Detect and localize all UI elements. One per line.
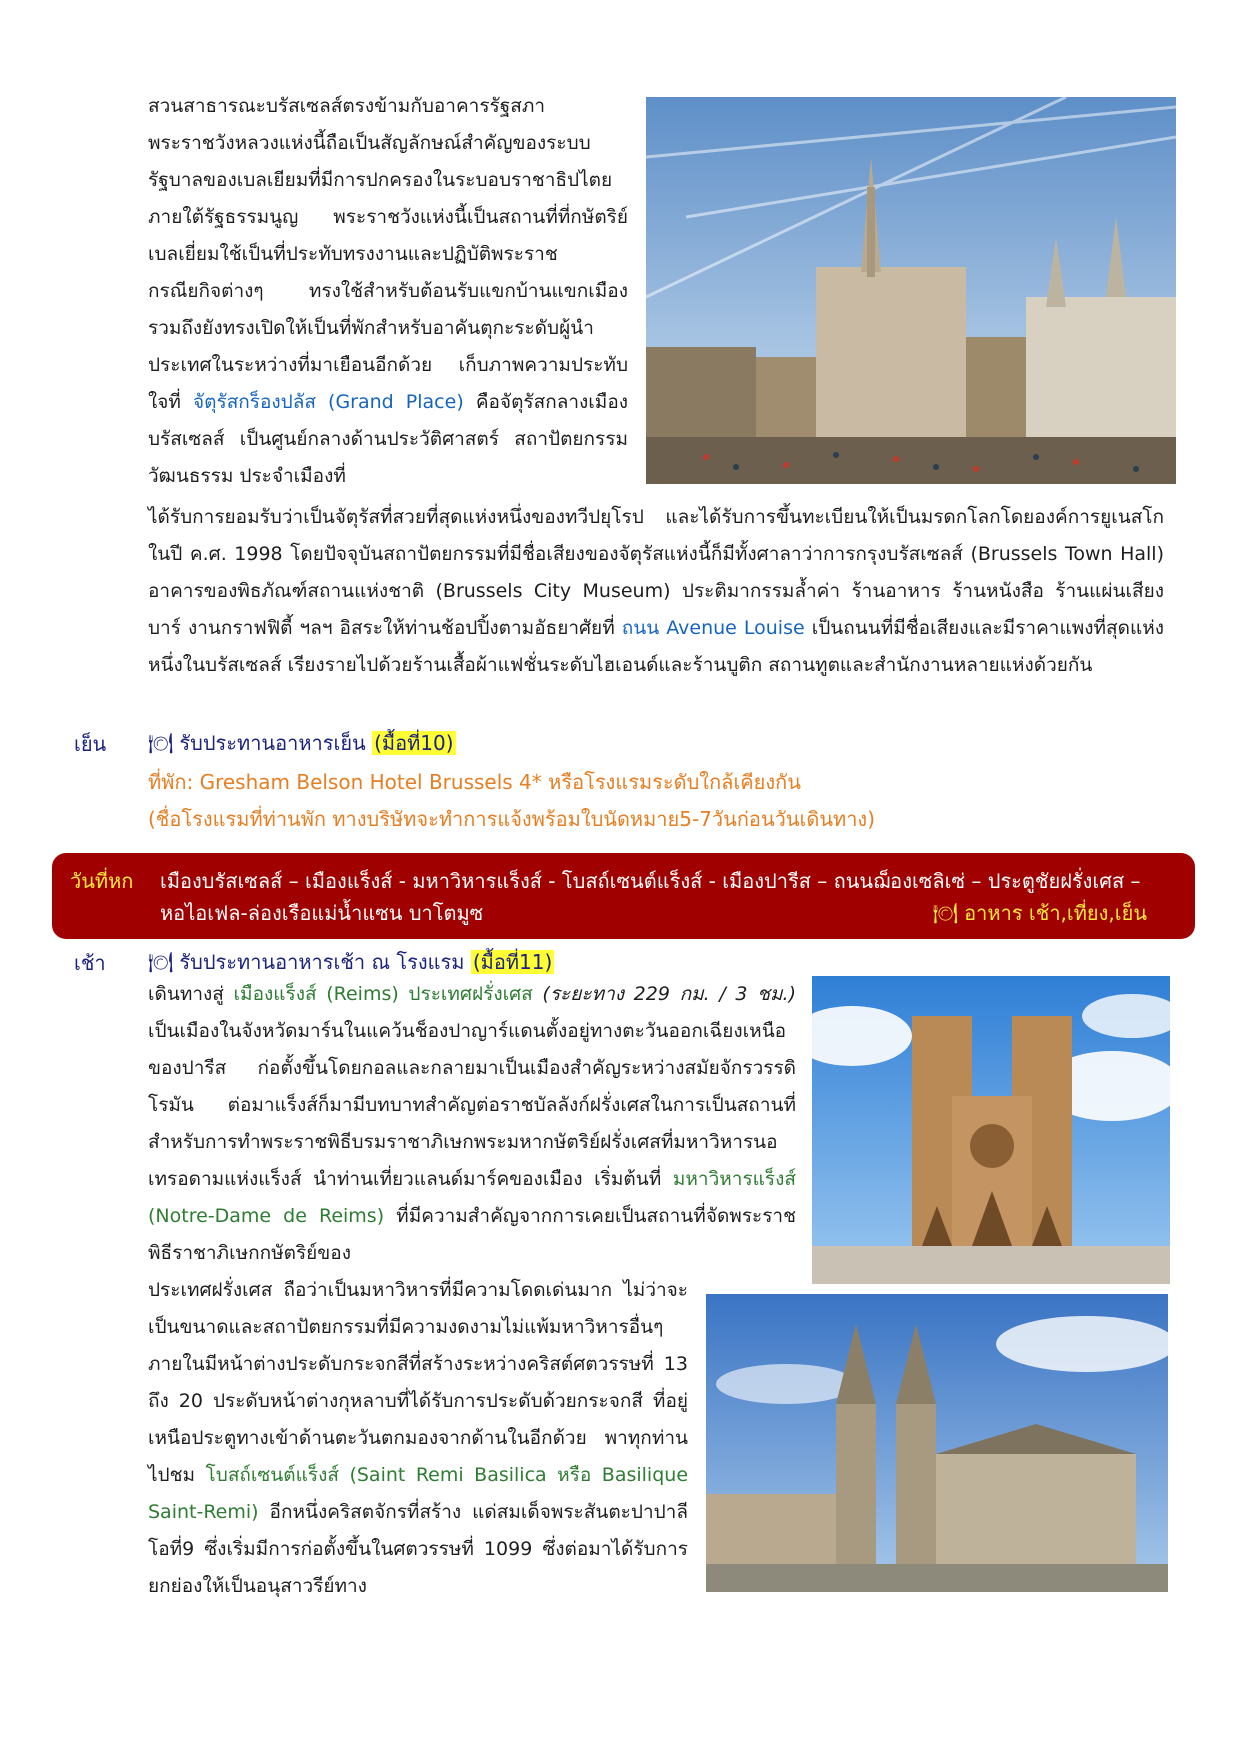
reims-paragraph (148, 976, 796, 1272)
reims-cathedral-link: มหาวิหารแร็งส์ (Notre-Dame de Reims) (148, 1168, 796, 1227)
grand-place-paragraph (148, 88, 628, 495)
hotel-note: (ชื่อโรงแรมที่ท่านพัก ทางบริษัทจะทำการแจ้งพร้อมใบนัดหมาย5-7วันก่อนวันเดินทาง) (148, 807, 875, 831)
reims-body-1: เป็นเมืองในจังหวัดมาร์นในแคว้นช็องปาญาร์แดนตั้งอยู่ทางตะวันออกเฉียงเหนือของปารีส ก่อตั้งขึ้นโดยกอลและกลายมาเป็นเมืองสำคัญระหว่างสมัยจักรวรรดิโรมัน ต่อมาแร็งส์ก็มามีบทบาทสำคัญต่อราชบัลลังก์ฝรั่งเศสในการเป็นสถานที่สำหรับการทำพระราชพิธีบรมราชาภิเษกพระมหากษัตริย์ฝรั่งเศสที่มหาวิหารนอเทรอดามแห่งแร็งส์ นำท่านเที่ยวแลนด์มาร์คของเมือง เริ่มต้นที่ (148, 1020, 796, 1190)
plate-cutlery-icon: 🍽 (148, 731, 174, 755)
full-width-text-2: เป็นถนนที่มีชื่อเสียงและมีราคาแพงที่สุดแห่งหนึ่งในบรัสเซลส์ เรียงรายไปด้วยร้านเสื้อผ้าแฟชั่นระดับไฮเอนด์และร้านบูติก สถานทูตและสำนักงานหลายแห่งด้วยกัน (148, 617, 1165, 676)
reims-lead: เดินทางสู่ (148, 983, 234, 1005)
intro-text: สวนสาธารณะบรัสเซลส์ตรงข้ามกับอาคารรัฐสภา พระราชวังหลวงแห่งนี้ถือเป็นสัญลักษณ์สำคัญของระบบรัฐบาลของเบลเยียมที่มีการปกครองในระบอบราชาธิปไตยภายใต้รัฐธรรมนูญ พระราชวังแห่งนี้เป็นสถานที่ที่กษัตริย์เบลเยี่ยมใช้เป็นที่ประทับทรงงานและปฏิบัติพระราชกรณียกิจต่างๆ ทรงใช้สำหรับต้อนรับแขกบ้านแขกเมือง รวมถึงยังทรงเปิดให้เป็นที่พักสำหรับอาคันตุกะระดับผู้นำประเทศในระหว่างที่มาเยือนอีกด้วย เก็บภาพความประทับใจที่ (148, 95, 628, 413)
reims-body-4: อีกหนึ่งคริสตจักรที่สร้าง แด่สมเด็จพระสันตะปาปาลีโอที่9 ซึ่งเริ่มมีการก่อตั้งขึ้นในศตวรรษที่ 1099 ซึ่งต่อมาได้รับการยกย่องให้เป็นอนุสาวรีย์ทาง (148, 1501, 688, 1597)
day-meals (933, 897, 1147, 929)
grand-place-continuation (148, 499, 1164, 684)
saint-remi-basilica-photo (706, 1294, 1168, 1592)
breakfast-time-label: เช้า (74, 951, 106, 975)
plate-cutlery-icon: 🍽 (932, 901, 959, 925)
day-route: เมืองบรัสเซลส์ – เมืองแร็งส์ - มหาวิหารแร็งส์ - โบสถ์เซนต์แร็งส์ - เมืองปารีส – ถนนฌ็องเซลิเซ่ – ประตูชัยฝรั่งเศส – หอไอเฟล-ล่องเรือแม่น้ำแซน บาโตมูซ (160, 869, 1141, 925)
avenue-louise-link: ถนน Avenue Louise (621, 617, 805, 639)
grand-place-description: คือจัตุรัสกลางเมืองบรัสเซลส์ เป็นศูนย์กลางด้านประวัติศาสตร์ สถาปัตยกรรม วัฒนธรรม ประจำเมืองที่ (148, 391, 629, 487)
breakfast-meal-text: รับประทานอาหารเช้า ณ โรงแรม (179, 950, 471, 974)
reims-body-2: ที่มีความสำคัญจากการเคยเป็นสถานที่จัดพระราชพิธีราชาภิเษกกษัตริย์ของ (148, 1205, 796, 1264)
dinner-meal-badge: (มื้อที่10) (374, 731, 454, 755)
day-meals-text: อาหาร เช้า,เที่ยง,เย็น (964, 901, 1147, 925)
basilica-paragraph (148, 1272, 688, 1605)
breakfast-meal-badge: (มื้อที่11) (472, 950, 553, 974)
plate-cutlery-icon: 🍽 (148, 950, 174, 974)
grand-place-link: จัตุรัสกร็องปลัส (Grand Place) (193, 391, 464, 413)
hotel-line: ที่พัก: Gresham Belson Hotel Brussels 4* หรือโรงแรมระดับใกล้เคียงกัน (148, 770, 801, 794)
reims-link: เมืองแร็งส์ (Reims) ประเทศฝรั่งเศส (233, 983, 533, 1005)
day-label: วันที่หก (70, 869, 134, 893)
basilica-link: โบสถ์เซนต์แร็งส์ (Saint Remi Basilica หรือ Basilique Saint-Remi) (148, 1464, 689, 1523)
reims-distance: (ระยะทาง 229 กม. / 3 ชม.) (532, 983, 796, 1005)
dinner-time-label: เย็น (74, 732, 107, 756)
dinner-meal-text: รับประทานอาหารเย็น (179, 731, 373, 755)
dinner-meal-line (148, 727, 456, 759)
full-width-text-1: ได้รับการยอมรับว่าเป็นจัตุรัสที่สวยที่สุดแห่งหนึ่งของทวีปยุโรป และได้รับการขึ้นทะเบียนให้เป็นมรดกโลกโดยองค์การยูเนสโกในปี ค.ศ. 1998 โดยปัจจุบันสถาปัตยกรรมที่มีชื่อเสียงของจัตุรัสแห่งนี้ก็มีทั้งศาลาว่าการกรุงบรัสเซลส์ (Brussels Town Hall) อาคารของพิธภัณฑ์สถานแห่งชาติ (Brussels City Museum) ประติมากรรมล้ำค่า ร้านอาหาร ร้านหนังสือ ร้านแผ่นเสียง บาร์ งานกราฟฟิตี้ ฯลฯ อิสระให้ท่านช้อปปิ้งตามอัธยาศัยที่ (148, 506, 1164, 639)
grand-place-photo (646, 97, 1176, 484)
day-six-banner (52, 853, 1195, 939)
reims-cathedral-photo (812, 976, 1170, 1284)
reims-body-3: ประเทศฝรั่งเศส ถือว่าเป็นมหาวิหารที่มีความโดดเด่นมาก ไม่ว่าจะเป็นขนาดและสถาปัตยกรรมที่มีความงดงามไม่แพ้มหาวิหารอื่นๆ ภายในมีหน้าต่างประดับกระจกสีที่สร้างระหว่างคริสต์ศตวรรษที่ 13 ถึง 20 ประดับหน้าต่างกุหลาบที่ได้รับการประดับด้วยกระจกสี ที่อยู่เหนือประตูทางเข้าด้านตะวันตกมองจากด้านในอีกด้วย พาทุกท่านไปชม (148, 1279, 688, 1486)
breakfast-meal-line (148, 946, 554, 978)
